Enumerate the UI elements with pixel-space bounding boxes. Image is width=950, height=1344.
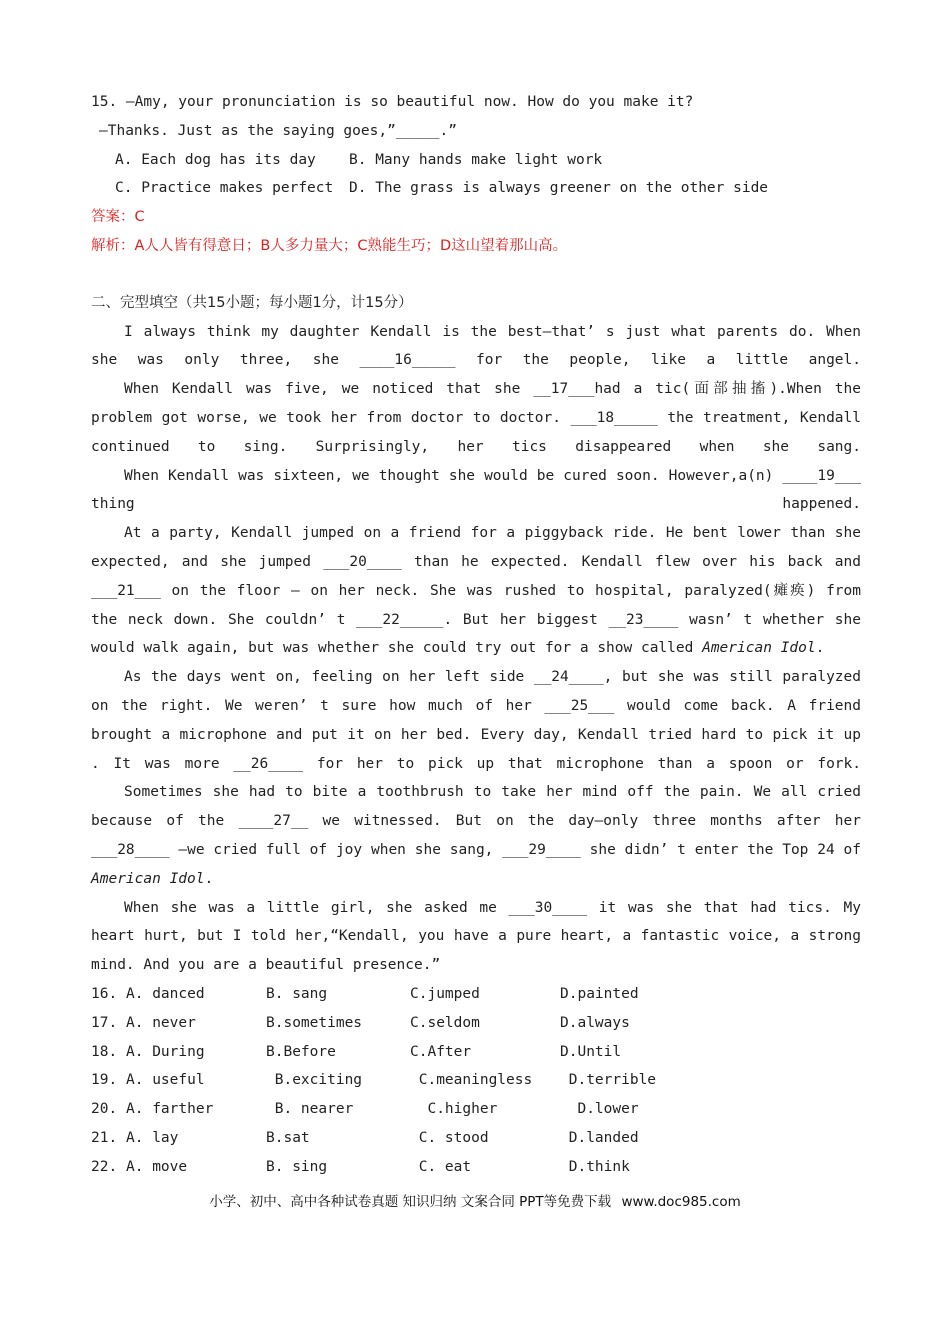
- footer-link[interactable]: www.doc985.com: [621, 1194, 741, 1210]
- passage-paragraph-4: [91, 519, 861, 663]
- option-a: A. During: [126, 1043, 205, 1060]
- option-row: [91, 980, 861, 1009]
- passage-paragraph-2: When Kendall was five, we noticed that she __17___had a tic(面部抽搐).When the problem got worse, we took her from doctor to doctor. ___18_____ the treatment, Kendall continued to sing. Surprisingly, her tics disappeared when she sang.: [91, 381, 861, 455]
- option-d: D.painted: [560, 985, 639, 1002]
- paragraph-6-text: Sometimes she had to bite a toothbrush to take her mind off the pain. We all cried because of the ____27__ we witnessed. But on the day—only three months after her ___28____ —we cried full of joy when she sang, ___29____ she didn’ t enter the Top 24 of: [91, 784, 861, 858]
- option-c: C. eat: [410, 1158, 472, 1175]
- q15-reply: —Thanks. Just as the saying goes,”_____.”: [99, 122, 457, 139]
- document-page: [91, 88, 861, 1181]
- show-title: American Idol: [91, 870, 205, 887]
- footer-text: 小学、初中、高中各种试卷真题 知识归纳 文案合同 PPT等免费下载: [209, 1194, 612, 1210]
- option-b: B. sing: [266, 1158, 328, 1175]
- option-d: D.lower: [560, 1101, 639, 1118]
- paragraph-4-end: .: [815, 640, 825, 657]
- option-a: A. lay: [126, 1129, 179, 1146]
- page-footer: [0, 1190, 950, 1210]
- option-number: 19.: [91, 1072, 118, 1089]
- option-number: 22.: [91, 1158, 118, 1175]
- options-list: [91, 980, 861, 1182]
- passage-paragraph-6: [91, 778, 861, 893]
- q15-answer: 答案：C: [91, 209, 145, 226]
- q15-option-d: D. The grass is always greener on the other side: [349, 180, 769, 197]
- show-title: American Idol: [702, 640, 816, 657]
- option-b: B.Before: [266, 1043, 336, 1060]
- option-number: 16.: [91, 985, 118, 1002]
- q15-stem: 15. —Amy, your pronunciation is so beautiful now. How do you make it?: [91, 94, 694, 110]
- option-a: A. useful: [126, 1072, 205, 1089]
- option-d: D.landed: [560, 1129, 639, 1146]
- option-a: A. farther: [126, 1101, 214, 1118]
- option-c: C.higher: [410, 1101, 498, 1118]
- passage-paragraph-1: I always think my daughter Kendall is the best—that’ s just what parents do. When she was only three, she ____16_____ for the people, like a little angel.: [91, 323, 861, 369]
- q15-option-b: B. Many hands make light work: [349, 151, 603, 168]
- q15-option-c: C. Practice makes perfect: [115, 180, 334, 197]
- option-number: 17.: [91, 1014, 118, 1031]
- option-row: [91, 1009, 861, 1038]
- option-row: [91, 1066, 861, 1095]
- option-b: B.sat: [266, 1129, 310, 1146]
- passage-paragraph-3: When Kendall was sixteen, we thought she would be cured soon. However,a(n) ____19___ thing happened.: [91, 467, 861, 513]
- option-a: A. never: [126, 1014, 196, 1031]
- option-d: D.think: [560, 1158, 630, 1175]
- option-row: [91, 1153, 861, 1182]
- option-c: C.meaningless: [410, 1072, 533, 1089]
- paragraph-4-text: At a party, Kendall jumped on a friend for a piggyback ride. He bent lower than she expected, and she jumped ___20____ than he expected. Kendall flew over his back and ___21___ on the floor — on her neck. She was rushed to hospital, paralyzed(瘫痪) from the neck down. She couldn’ t ___22_____. But her biggest __23____ wasn’ t whether she would walk again, but was whether she could try out for a show called: [91, 525, 861, 657]
- option-row: [91, 1124, 861, 1153]
- option-b: B.sometimes: [266, 1014, 363, 1031]
- option-number: 18.: [91, 1043, 118, 1060]
- option-b: B. sang: [266, 985, 328, 1002]
- option-d: D.always: [560, 1014, 630, 1031]
- option-b: B.exciting: [266, 1072, 363, 1089]
- option-number: 20.: [91, 1101, 118, 1118]
- section-heading: 二、完型填空（共15小题；每小题1分，计15分）: [91, 294, 413, 311]
- paragraph-6-end: .: [204, 870, 214, 887]
- option-row: [91, 1095, 861, 1124]
- q15-analysis: 解析：A人人皆有得意日；B人多力量大；C熟能生巧；D这山望着那山高。: [91, 237, 568, 254]
- q15-option-a: A. Each dog has its day: [115, 151, 316, 168]
- option-c: C. stood: [410, 1129, 489, 1146]
- q15-options-row-1: [91, 146, 861, 175]
- option-c: C.After: [410, 1043, 472, 1060]
- option-c: C.jumped: [410, 985, 480, 1002]
- option-c: C.seldom: [410, 1014, 480, 1031]
- option-row: [91, 1038, 861, 1067]
- option-a: A. move: [126, 1158, 188, 1175]
- option-d: D.terrible: [560, 1072, 657, 1089]
- q15-options-row-2: [91, 174, 861, 203]
- option-a: A. danced: [126, 985, 205, 1002]
- passage-paragraph-7: When she was a little girl, she asked me ___30____ it was she that had tics. My heart hurt, but I told her,“Kendall, you have a pure heart, a fantastic voice, a strong mind. And you are a beautiful presence.”: [91, 899, 861, 974]
- option-d: D.Until: [560, 1043, 622, 1060]
- option-number: 21.: [91, 1129, 118, 1146]
- passage-paragraph-5: As the days went on, feeling on her left side __24____, but she was still paralyzed on the right. We weren’ t sure how much of her ___25___ would come back. A friend brought a microphone and put it on her bed. Every day, Kendall tried hard to pick it up . It was more __26____ for her to pick up that microphone than a spoon or fork.: [91, 669, 861, 772]
- option-b: B. nearer: [266, 1101, 354, 1118]
